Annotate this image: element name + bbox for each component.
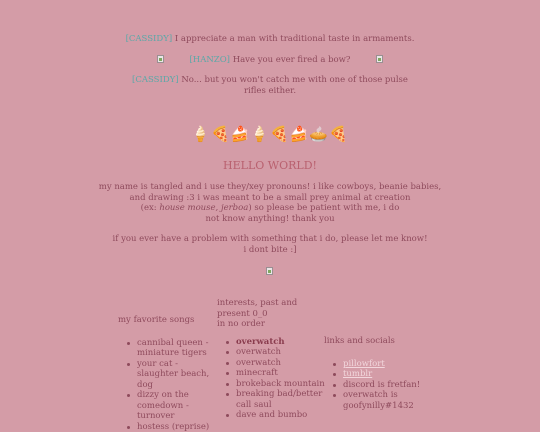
ice-cream-icon: 🍦 <box>191 125 211 143</box>
chat-text: I appreciate a man with traditional taste in armaments. <box>175 34 415 44</box>
list-item: breaking bad/better call saul <box>217 389 327 410</box>
pillowfort-link[interactable]: pillowfort <box>343 359 385 369</box>
chat-text: Have you ever fired a bow? <box>233 55 351 65</box>
list-item: dave and bumbo <box>217 410 327 421</box>
tumblr-link[interactable]: tumblr <box>343 369 372 379</box>
list-item <box>324 359 434 370</box>
bio-text: ) so please be patient with me, i do <box>248 203 399 213</box>
interests-heading: interests, past and present 0_0 in no order <box>217 298 327 330</box>
bio-line: if you ever have a problem with something that i do, please let me know! <box>0 234 540 245</box>
links-list <box>324 359 434 412</box>
chat-text-continued: rifles either. <box>244 86 296 96</box>
speaker-tag: [CASSIDY] <box>132 75 179 85</box>
cake-icon: 🍰 <box>290 125 310 143</box>
pizza-icon: 🍕 <box>329 125 349 143</box>
list-item: overwatch is goofynilly#1432 <box>324 390 434 411</box>
cake-icon: 🍰 <box>231 125 251 143</box>
bio-line <box>0 203 540 214</box>
ice-cream-icon: 🍦 <box>250 125 270 143</box>
songs-column <box>118 315 218 432</box>
list-item: overwatch <box>217 337 327 348</box>
songs-list <box>118 338 218 432</box>
bio-italic: house mouse, jerboa <box>159 203 248 213</box>
songs-heading: my favorite songs <box>118 315 218 326</box>
list-item: your cat - slaughter beach, dog <box>118 359 218 391</box>
bio-text: (ex: <box>141 203 157 213</box>
chat-line-3 <box>0 75 540 97</box>
list-item: overwatch <box>217 347 327 358</box>
links-column <box>324 336 434 411</box>
chat-line-1 <box>0 34 540 45</box>
bio-line: and drawing :3 i was meant to be a small prey animal at creation <box>0 193 540 204</box>
list-item <box>324 369 434 380</box>
list-item: discord is fretfan! <box>324 380 434 391</box>
interests-list <box>217 337 327 421</box>
list-item: cannibal queen - miniature tigers <box>118 338 218 359</box>
chat-line-2 <box>0 55 540 66</box>
list-item: hostess (reprise) <box>118 422 218 432</box>
broken-image-icon <box>266 267 273 275</box>
pie-icon: 🥧 <box>309 125 329 143</box>
food-icon-row <box>0 125 540 143</box>
pizza-icon: 🍕 <box>270 125 290 143</box>
list-item: dizzy on the comedown - turnover <box>118 390 218 422</box>
speaker-tag: [HANZO] <box>189 55 230 65</box>
bio-line: not know anything! thank you <box>0 214 540 225</box>
bio <box>0 182 540 255</box>
links-heading: links and socials <box>324 336 434 347</box>
bio-line: i dont bite :] <box>0 245 540 256</box>
speaker-tag: [CASSIDY] <box>126 34 173 44</box>
list-item: minecraft <box>217 368 327 379</box>
hello-heading: HELLO WORLD! <box>0 159 540 172</box>
list-item: overwatch <box>217 358 327 369</box>
chat-text: No... but you won't catch me with one of those pulse <box>181 75 408 85</box>
bio-line: my name is tangled and i use they/xey pronouns! i like cowboys, beanie babies, <box>0 182 540 193</box>
interests-column <box>217 298 327 421</box>
pizza-icon: 🍕 <box>211 125 231 143</box>
list-item: brokeback mountain <box>217 379 327 390</box>
